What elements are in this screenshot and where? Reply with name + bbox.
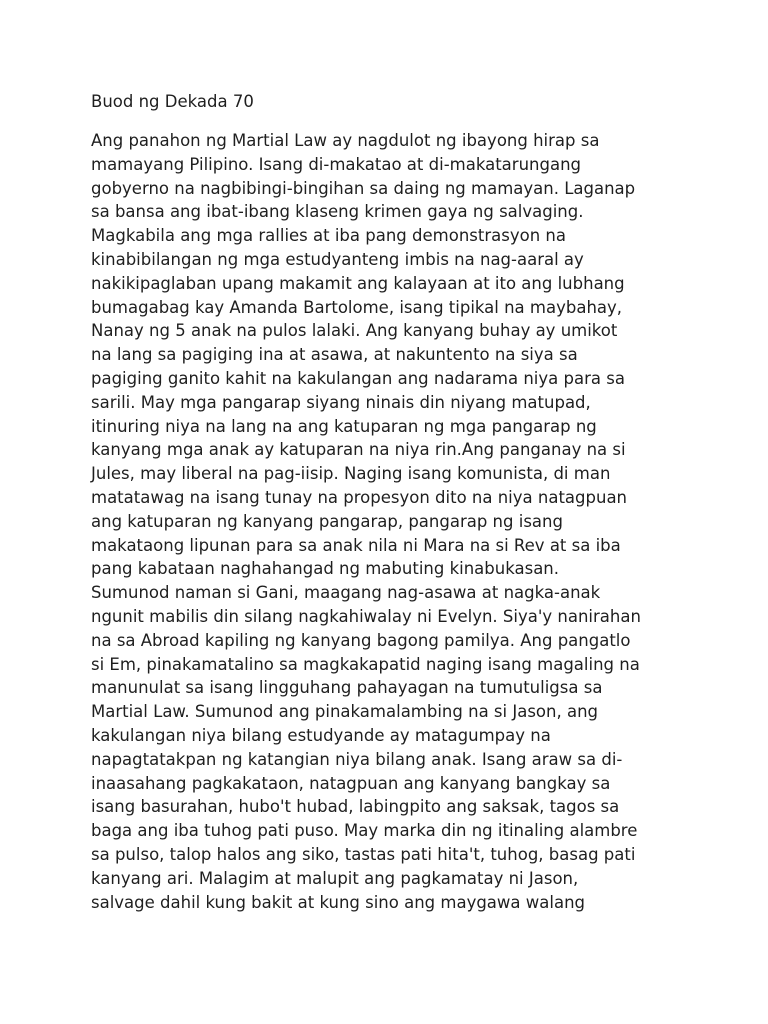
paragraph-line: pang kabataan naghahangad ng mabuting kinabukasan. <box>91 559 560 579</box>
paragraph-line: si Em, pinakamatalino sa magkakapatid naging isang magaling na <box>91 654 640 674</box>
paragraph-line: Sumunod naman si Gani, maagang nag-asawa at nagka-anak <box>91 583 601 603</box>
paragraph-line: kanyang ari. Malagim at malupit ang pagkamatay ni Jason, <box>91 868 579 888</box>
paragraph-line: Martial Law. Sumunod ang pinakamalambing na si Jason, ang <box>91 702 599 722</box>
paragraph-line: na sa Abroad kapiling ng kanyang bagong pamilya. Ang pangatlo <box>91 630 631 650</box>
paragraph-line: salvage dahil kung bakit at kung sino ang maygawa walang <box>91 892 586 912</box>
document-body <box>91 129 731 914</box>
paragraph-line: bumagabag kay Amanda Bartolome, isang tipikal na maybahay, <box>91 297 623 317</box>
paragraph-line: itinuring niya na lang na ang katuparan ng mga pangarap ng <box>91 416 597 436</box>
document-title: Buod ng Dekada 70 <box>91 92 254 111</box>
paragraph-line: manunulat sa isang lingguhang pahayagan na tumutuligsa sa <box>91 678 603 698</box>
paragraph-line: isang basurahan, hubo't hubad, labingpito ang saksak, tagos sa <box>91 797 620 817</box>
paragraph-line: sa bansa ang ibat-ibang klaseng krimen gaya ng salvaging. <box>91 202 584 222</box>
paragraph-line: Magkabila ang mga rallies at iba pang demonstrasyon na <box>91 226 566 246</box>
paragraph-line: makataong lipunan para sa anak nila ni Mara na si Rev at sa iba <box>91 535 621 555</box>
paragraph-line: baga ang iba tuhog pati puso. May marka din ng itinaling alambre <box>91 821 638 841</box>
paragraph-line: pagiging ganito kahit na kakulangan ang nadarama niya para sa <box>91 368 625 388</box>
paragraph-line: matatawag na isang tunay na propesyon dito na niya natagpuan <box>91 487 628 507</box>
paragraph-line: Ang panahon ng Martial Law ay nagdulot ng ibayong hirap sa <box>91 131 600 150</box>
paragraph-line: gobyerno na nagbibingi-bingihan sa daing ng mamayan. Laganap <box>91 178 636 198</box>
paragraph-line: napagtatakpan ng katangian niya bilang anak. Isang araw sa di- <box>91 749 623 769</box>
paragraph-line: Nanay ng 5 anak na pulos lalaki. Ang kanyang buhay ay umikot <box>91 321 618 341</box>
paragraph-line: kanyang mga anak ay katuparan na niya rin.Ang panganay na si <box>91 440 626 460</box>
paragraph-line: ngunit mabilis din silang nagkahiwalay ni Evelyn. Siya'y nanirahan <box>91 606 641 626</box>
paragraph-line: kinabibilangan ng mga estudyanteng imbis na nag-aaral ay <box>91 249 584 269</box>
paragraph-line: na lang sa pagiging ina at asawa, at nakuntento na siya sa <box>91 345 578 365</box>
paragraph-line: nakikipaglaban upang makamit ang kalayaan at ito ang lubhang <box>91 273 625 293</box>
paragraph-line: ang katuparan ng kanyang pangarap, pangarap ng isang <box>91 511 563 531</box>
paragraph-line: inaasahang pagkakataon, natagpuan ang kanyang bangkay sa <box>91 773 611 793</box>
paragraph-line: sarili. May mga pangarap siyang ninais din niyang matupad, <box>91 392 591 412</box>
paragraph-line: sa pulso, talop halos ang siko, tastas pati hita't, tuhog, basag pati <box>91 844 636 864</box>
paragraph-line: kakulangan niya bilang estudyande ay matagumpay na <box>91 725 551 745</box>
paragraph-line: Jules, may liberal na pag-iisip. Naging isang komunista, di man <box>91 464 611 484</box>
paragraph-line: mamayang Pilipino. Isang di-makatao at di-makatarungang <box>91 154 582 174</box>
